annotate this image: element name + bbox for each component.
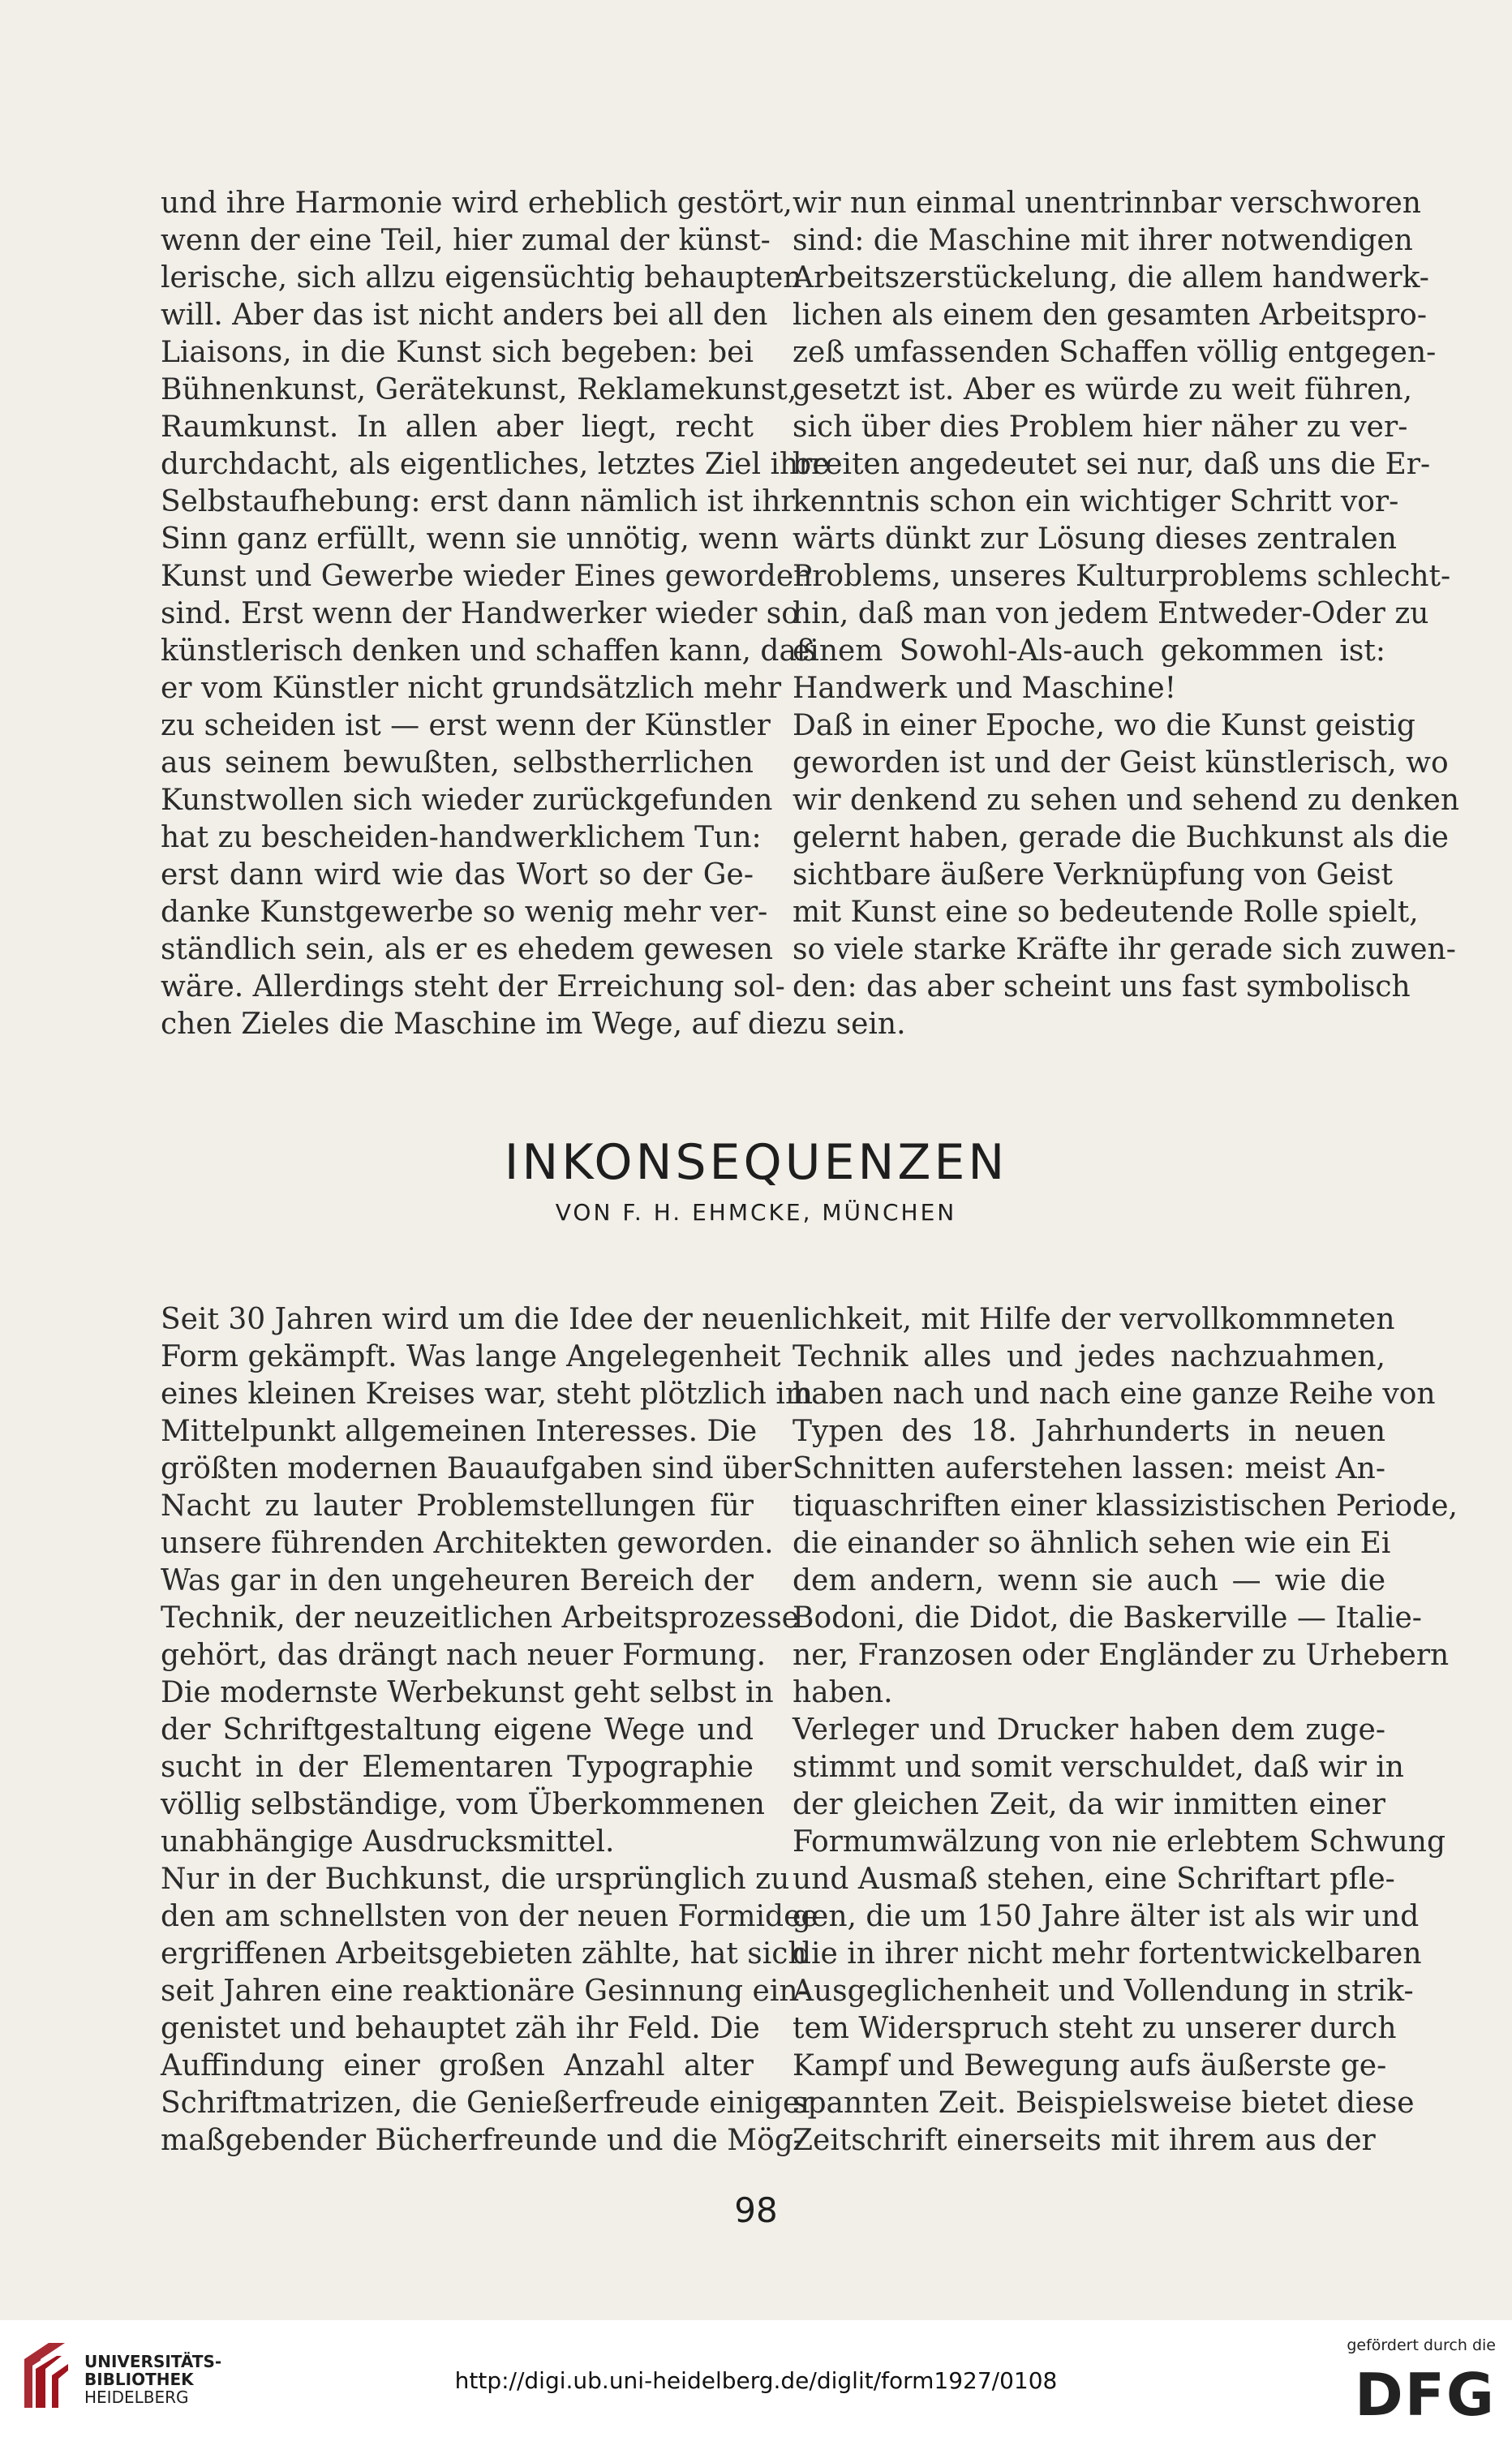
text-line: zu scheiden ist — erst wenn der Künstler	[161, 709, 771, 742]
text-column-right-top	[793, 185, 1460, 1043]
text-line: gehört, das drängt nach neuer Formung.	[161, 1639, 767, 1672]
text-line: Verleger und Drucker haben dem zuge-	[793, 1713, 1385, 1747]
text-line: wenn der eine Teil, hier zumal der künst-	[161, 224, 771, 257]
paragraph	[161, 1301, 814, 1861]
text-line: lichen als einem den gesamten Arbeitspro-	[793, 299, 1427, 332]
text-column-left-top	[161, 185, 830, 1043]
text-line: wäre. Allerdings steht der Erreichung sol-	[161, 970, 785, 1004]
text-line: der gleichen Zeit, da wir inmitten einer	[793, 1788, 1385, 1821]
text-line: sucht in der Elementaren Typographie	[161, 1751, 754, 1784]
paragraph	[793, 1712, 1446, 2160]
text-line: Bodoni, die Didot, die Baskerville — Italie-	[793, 1601, 1422, 1635]
text-line: Raumkunst. In allen aber liegt, recht	[161, 410, 754, 444]
text-line: sichtbare äußere Verknüpfung von Geist	[793, 858, 1394, 892]
text-line: Nacht zu lauter Problemstellungen für	[161, 1489, 754, 1523]
text-line: stimmt und somit verschuldet, daß wir in	[793, 1751, 1404, 1784]
text-line: Technik alles und jedes nachzuahmen,	[793, 1340, 1385, 1373]
text-line: gesetzt ist. Aber es würde zu weit führen,	[793, 373, 1413, 406]
text-line: Typen des 18. Jahrhunderts in neuen	[793, 1415, 1385, 1448]
text-line: einem Sowohl-Als-auch gekommen ist:	[793, 634, 1385, 668]
text-line: wir denkend zu sehen und sehend zu denken	[793, 784, 1460, 817]
text-line: Ausgeglichenheit und Vollendung in strik-	[793, 1975, 1414, 2008]
text-line: geworden ist und der Geist künstlerisch, wo	[793, 746, 1449, 780]
text-line: gelernt haben, gerade die Buchkunst als die	[793, 821, 1449, 854]
text-line: Formumwälzung von nie erlebtem Schwung	[793, 1825, 1446, 1859]
text-line: breiten angedeutet sei nur, daß uns die Er-	[793, 448, 1431, 481]
text-line: Zeitschrift einerseits mit ihrem aus der	[793, 2124, 1376, 2157]
text-line: lichkeit, mit Hilfe der vervollkommneten	[793, 1303, 1395, 1336]
text-line: und ihre Harmonie wird erheblich gestört,	[161, 187, 793, 220]
text-line: den: das aber scheint uns fast symbolisch	[793, 970, 1411, 1004]
text-column-right-bottom	[793, 1301, 1458, 2160]
text-line: zu sein.	[793, 1008, 906, 1041]
text-line: hin, daß man von jedem Entweder-Oder zu	[793, 597, 1429, 630]
text-line: die in ihrer nicht mehr fortentwickelbaren	[793, 1937, 1422, 1971]
text-line: seit Jahren eine reaktionäre Gesinnung ein-	[161, 1975, 808, 2008]
text-line: er vom Künstler nicht grundsätzlich mehr	[161, 672, 782, 705]
text-line: Schriftmatrizen, die Genießerfreude einiger	[161, 2087, 814, 2120]
library-name-line: BIBLIOTHEK	[84, 2370, 194, 2389]
text-line: Sinn ganz erfüllt, wenn sie unnötig, wenn	[161, 522, 779, 556]
text-line: so viele starke Kräfte ihr gerade sich zuwen-	[793, 933, 1456, 966]
text-line: Kunst und Gewerbe wieder Eines geworden	[161, 560, 813, 593]
text-line: lerische, sich allzu eigensüchtig behaupten	[161, 261, 802, 294]
text-line: Technik, der neuzeitlichen Arbeitsprozesse	[161, 1601, 799, 1635]
text-line: Problems, unseres Kulturproblems schlecht-	[793, 560, 1451, 593]
text-line: tiquaschriften einer klassizistischen Periode,	[793, 1489, 1458, 1523]
text-line: durchdacht, als eigentliches, letztes Ziel ihre	[161, 448, 830, 481]
text-line: Arbeitszerstückelung, die allem handwerk-	[793, 261, 1429, 294]
text-line: sind: die Maschine mit ihrer notwendigen	[793, 224, 1413, 257]
text-line: sind. Erst wenn der Handwerker wieder so	[161, 597, 799, 630]
text-line: haben nach und nach eine ganze Reihe von	[793, 1378, 1436, 1411]
text-line: ständlich sein, als er es ehedem gewesen	[161, 933, 774, 966]
text-line: hat zu bescheiden-handwerklichem Tun:	[161, 821, 762, 854]
text-line: ner, Franzosen oder Engländer zu Urhebern	[793, 1639, 1450, 1672]
text-line: und Ausmaß stehen, eine Schriftart pfle-	[793, 1863, 1395, 1896]
text-line: der Schriftgestaltung eigene Wege und	[161, 1713, 754, 1747]
text-line: Form gekämpft. Was lange Angelegenheit	[161, 1340, 781, 1373]
text-line: mit Kunst eine so bedeutende Rolle spielt,	[793, 896, 1419, 929]
text-line: Selbstaufhebung: erst dann nämlich ist ihr	[161, 485, 795, 518]
text-line: danke Kunstgewerbe so wenig mehr ver-	[161, 896, 768, 929]
library-name-line: UNIVERSITÄTS-	[84, 2352, 222, 2371]
source-url-link[interactable]: http://digi.ub.uni-heidelberg.de/diglit/form1927/0108	[454, 2367, 1058, 2394]
text-line: Die modernste Werbekunst geht selbst in	[161, 1676, 774, 1709]
text-line: kenntnis schon ein wichtiger Schritt vor-	[793, 485, 1399, 518]
library-name-line: HEIDELBERG	[84, 2388, 189, 2407]
text-line: die einander so ähnlich sehen wie ein Ei	[793, 1527, 1391, 1560]
text-line: Auffindung einer großen Anzahl alter	[161, 2049, 754, 2082]
text-line: tem Widerspruch steht zu unserer durch	[793, 2012, 1397, 2045]
text-line: Bühnenkunst, Gerätekunst, Reklamekunst,	[161, 373, 797, 406]
paragraph	[161, 1861, 818, 2160]
text-line: Kampf und Bewegung aufs äußerste ge-	[793, 2049, 1387, 2082]
text-line: zeß umfassenden Schaffen völlig entgegen-	[793, 336, 1437, 369]
text-line: Liaisons, in die Kunst sich begeben: bei	[161, 336, 754, 369]
paragraph	[793, 1301, 1458, 1712]
text-line: Nur in der Buchkunst, die ursprünglich zu	[161, 1863, 790, 1896]
funding-caption: gefördert durch die	[1347, 2336, 1496, 2354]
text-line: chen Zieles die Maschine im Wege, auf die	[161, 1008, 793, 1041]
text-line: unsere führenden Architekten geworden.	[161, 1527, 774, 1560]
text-line: künstlerisch denken und schaffen kann, daß	[161, 634, 816, 668]
dfg-logo: DFG	[1354, 2361, 1496, 2429]
paragraph	[161, 185, 830, 1043]
text-line: Schnitten auferstehen lassen: meist An-	[793, 1452, 1385, 1485]
text-line: erst dann wird wie das Wort so der Ge-	[161, 858, 754, 892]
text-line: sich über dies Problem hier näher zu ver-	[793, 410, 1408, 444]
text-line: genistet und behauptet zäh ihr Feld. Die	[161, 2012, 760, 2045]
text-line: Seit 30 Jahren wird um die Idee der neuen	[161, 1303, 793, 1336]
text-line: Was gar in den ungeheuren Bereich der	[161, 1564, 754, 1597]
paragraph	[793, 707, 1460, 1043]
text-line: Mittelpunkt allgemeinen Interesses. Die	[161, 1415, 758, 1448]
text-line: wir nun einmal unentrinnbar verschworen	[793, 187, 1421, 220]
text-line: ergriffenen Arbeitsgebieten zählte, hat sich	[161, 1937, 807, 1971]
text-line: eines kleinen Kreises war, steht plötzlich im	[161, 1378, 814, 1411]
text-line: Handwerk und Maschine!	[793, 672, 1177, 705]
text-line: aus seinem bewußten, selbstherrlichen	[161, 746, 754, 780]
article-author: VON F. H. EHMCKE, MÜNCHEN	[555, 1199, 957, 1226]
text-column-left-bottom	[161, 1301, 818, 2160]
text-line: völlig selbständige, vom Überkommenen	[161, 1788, 765, 1821]
text-line: wärts dünkt zur Lösung dieses zentralen	[793, 522, 1397, 556]
text-line: Kunstwollen sich wieder zurückgefunden	[161, 784, 773, 817]
article-title: INKONSEQUENZEN	[504, 1134, 1008, 1191]
text-line: gen, die um 150 Jahre älter ist als wir und	[793, 1900, 1420, 1933]
text-line: unabhängige Ausdrucksmittel.	[161, 1825, 615, 1859]
text-line: maßgebender Bücherfreunde und die Mög-	[161, 2124, 803, 2157]
page-number: 98	[734, 2190, 778, 2230]
paragraph	[793, 185, 1451, 707]
text-line: größten modernen Bauaufgaben sind über	[161, 1452, 792, 1485]
text-line: dem andern, wenn sie auch — wie die	[793, 1564, 1385, 1597]
text-line: will. Aber das ist nicht anders bei all den	[161, 299, 768, 332]
text-line: spannten Zeit. Beispielsweise bietet diese	[793, 2087, 1415, 2120]
text-line: haben.	[793, 1676, 893, 1709]
text-line: Daß in einer Epoche, wo die Kunst geistig	[793, 709, 1415, 742]
text-line: den am schnellsten von der neuen Formidee	[161, 1900, 818, 1933]
